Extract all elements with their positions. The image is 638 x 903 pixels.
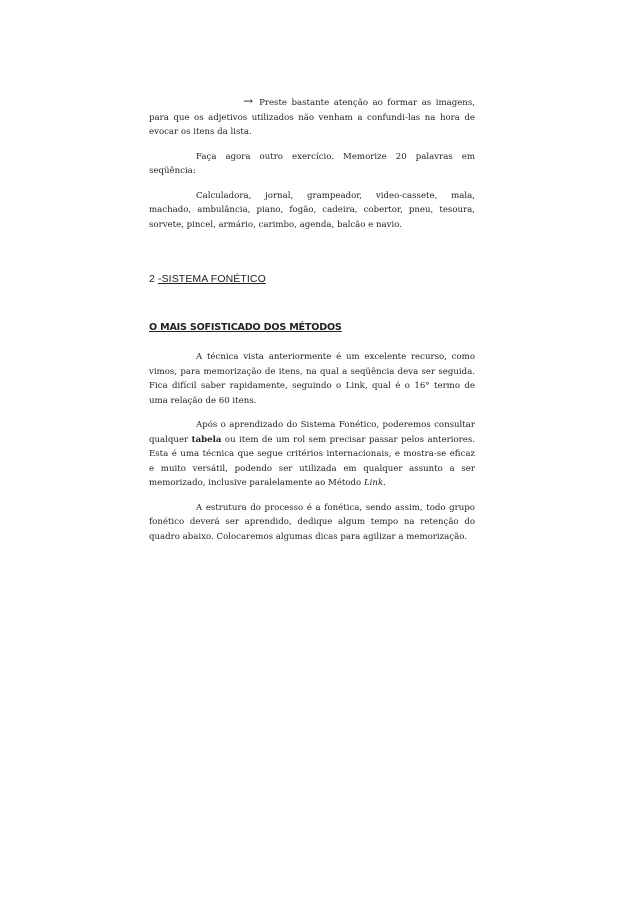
paragraph-exercise: Faça agora outro exercício. Memorize 20 palavras em seqüência:	[149, 151, 475, 176]
paragraph-phonetic-text-start: Após o aprendizado do Sistema Fonético, poderemos consultar qualquer	[149, 420, 475, 445]
paragraph-attention	[149, 96, 475, 140]
document-page	[149, 96, 475, 544]
paragraph-phonetic-italic-word: Link	[363, 478, 384, 488]
methods-heading: O MAIS SOFISTICADO DOS MÉTODOS	[149, 322, 342, 333]
paragraph-technique: A técnica vista anteriormente é um excelente recurso, como vimos, para memorização de itens, na qual a seqüência deva ser seguida. Fica difícil saber rapidamente, seguindo o Link, qual é o 16° termo de uma relação de 60 itens.	[149, 352, 475, 406]
paragraph-word-list: Calculadora, jornal, grampeador, video-cassete, mala, machado, ambulância, piano, fogão, cadeira, cobertor, pneu, tesoura, sorvete, pincel, armário, carimbo, agenda, balcão e navio.	[149, 190, 475, 230]
paragraph-structure: A estrutura do processo é a fonética, sendo assim, todo grupo fonético deverá ser aprendido, dedique algum tempo na retenção do quadro abaixo. Colocaremos algumas dicas para agilizar a memorização.	[149, 502, 475, 542]
section-name: -SISTEMA FONÉTICO	[157, 273, 266, 285]
section-number: 2	[149, 273, 155, 285]
paragraph-phonetic-text-middle: ou item de um rol sem precisar passar pelos anteriores. Esta é uma técnica que segue critérios internacionais, e mostra-se eficaz e muito versátil, podendo ser utilizada em qualquer assunto a ser memorizado, inclusive paralelamente ao Método	[149, 434, 476, 488]
paragraph-phonetic-bold-word: tabela	[191, 434, 222, 445]
paragraph-phonetic-text-end: .	[383, 478, 386, 488]
paragraph-attention-text: Preste bastante atenção ao formar as imagens, para que os adjetivos utilizados não venham a confundi-las na hora de evocar os itens da lista.	[149, 98, 475, 137]
section-title	[149, 273, 475, 285]
arrow-right-icon: →	[243, 94, 254, 108]
paragraph-phonetic-system	[149, 418, 475, 491]
